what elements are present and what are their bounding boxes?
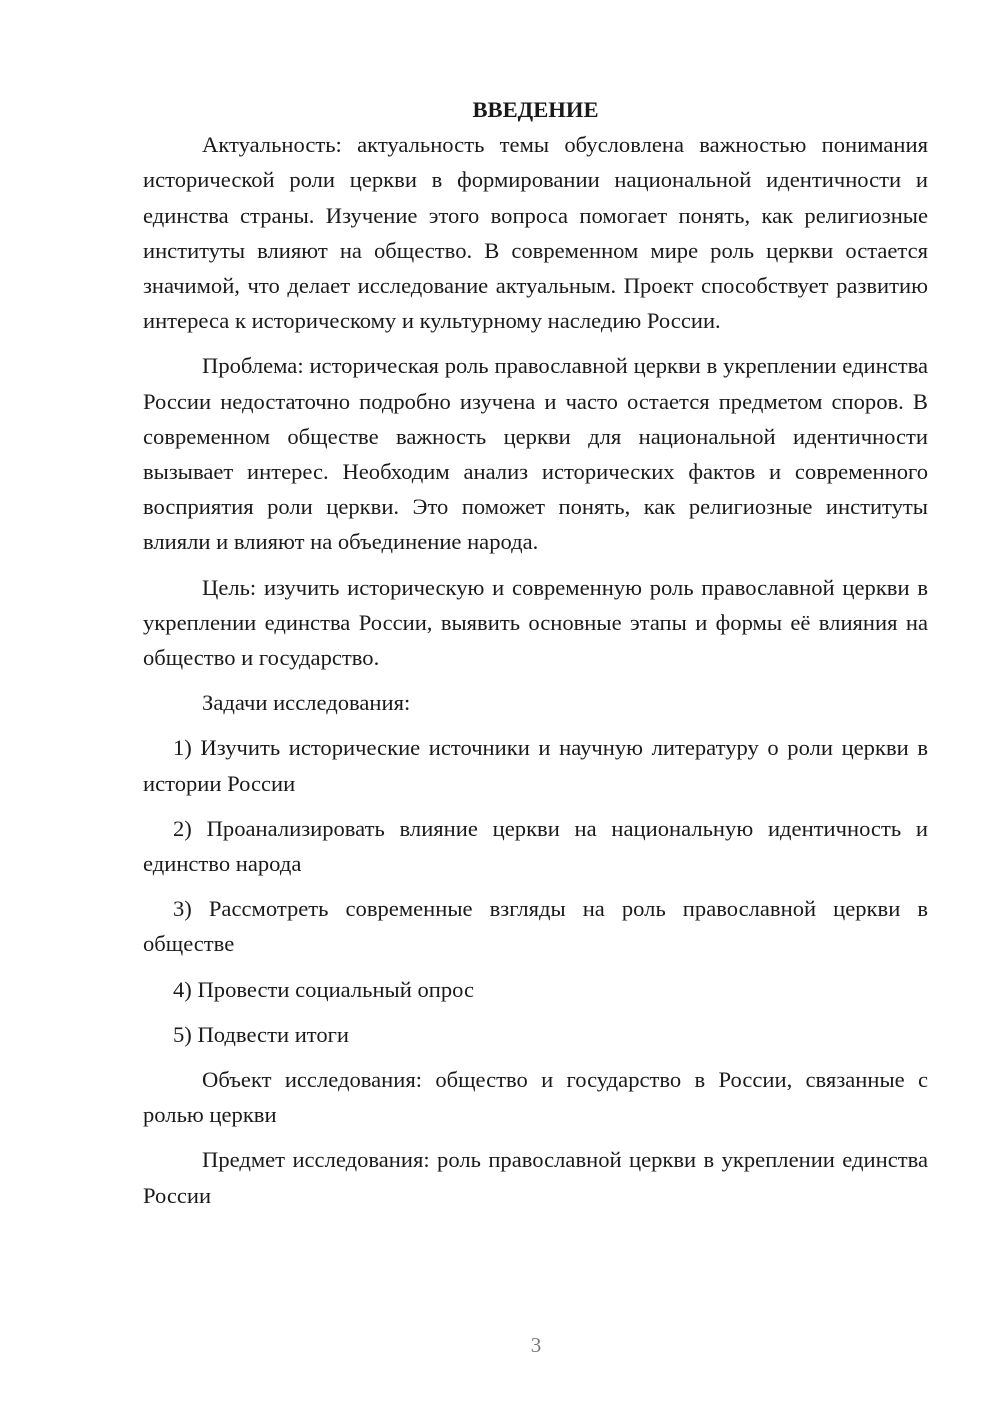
- subject-paragraph: Предмет исследования: роль православной церкви в укреплении единства России: [143, 1147, 928, 1208]
- object-paragraph: Объект исследования: общество и государство в России, связанные с ролью церкви: [143, 1067, 928, 1128]
- section-heading: ВВЕДЕНИЕ: [472, 97, 599, 122]
- task-item-3: 3) Рассмотреть современные взгляды на роль православной церкви в обществе: [143, 896, 928, 957]
- relevance-paragraph: Актуальность: актуальность темы обусловлена важностью понимания исторической роли церкви в формировании национальной идентичности и единства страны. Изучение этого вопроса помогает понять, как религиозные институты влияют на общество. В современном мире роль церкви остается значимой, что делает исследование актуальным. Проект способствует развитию интереса к историческому и культурному наследию России.: [143, 132, 928, 334]
- goal-paragraph: Цель: изучить историческую и современную роль православной церкви в укреплении единства России, выявить основные этапы и формы её влияния на общество и государство.: [143, 574, 928, 671]
- tasks-heading: Задачи исследования:: [202, 690, 411, 716]
- document-body: [143, 92, 928, 1223]
- task-item-1: 1) Изучить исторические источники и научную литературу о роли церкви в истории России: [143, 735, 928, 796]
- task-item-4: 4) Провести социальный опрос: [173, 976, 475, 1002]
- page-number: 3: [530, 1333, 542, 1357]
- task-item-2: 2) Проанализировать влияние церкви на национальную идентичность и единство народа: [143, 815, 928, 877]
- problem-paragraph: Проблема: историческая роль православной церкви в укреплении единства России недостаточно подробно изучена и часто остается предметом споров. В современном обществе важность церкви для национальной идентичности вызывает интерес. Необходим анализ исторических фактов и современного восприятия роли церкви. Это поможет понять, как религиозные институты влияли и влияют на объединение народа.: [143, 353, 928, 555]
- task-item-5: 5) Подвести итоги: [173, 1021, 350, 1047]
